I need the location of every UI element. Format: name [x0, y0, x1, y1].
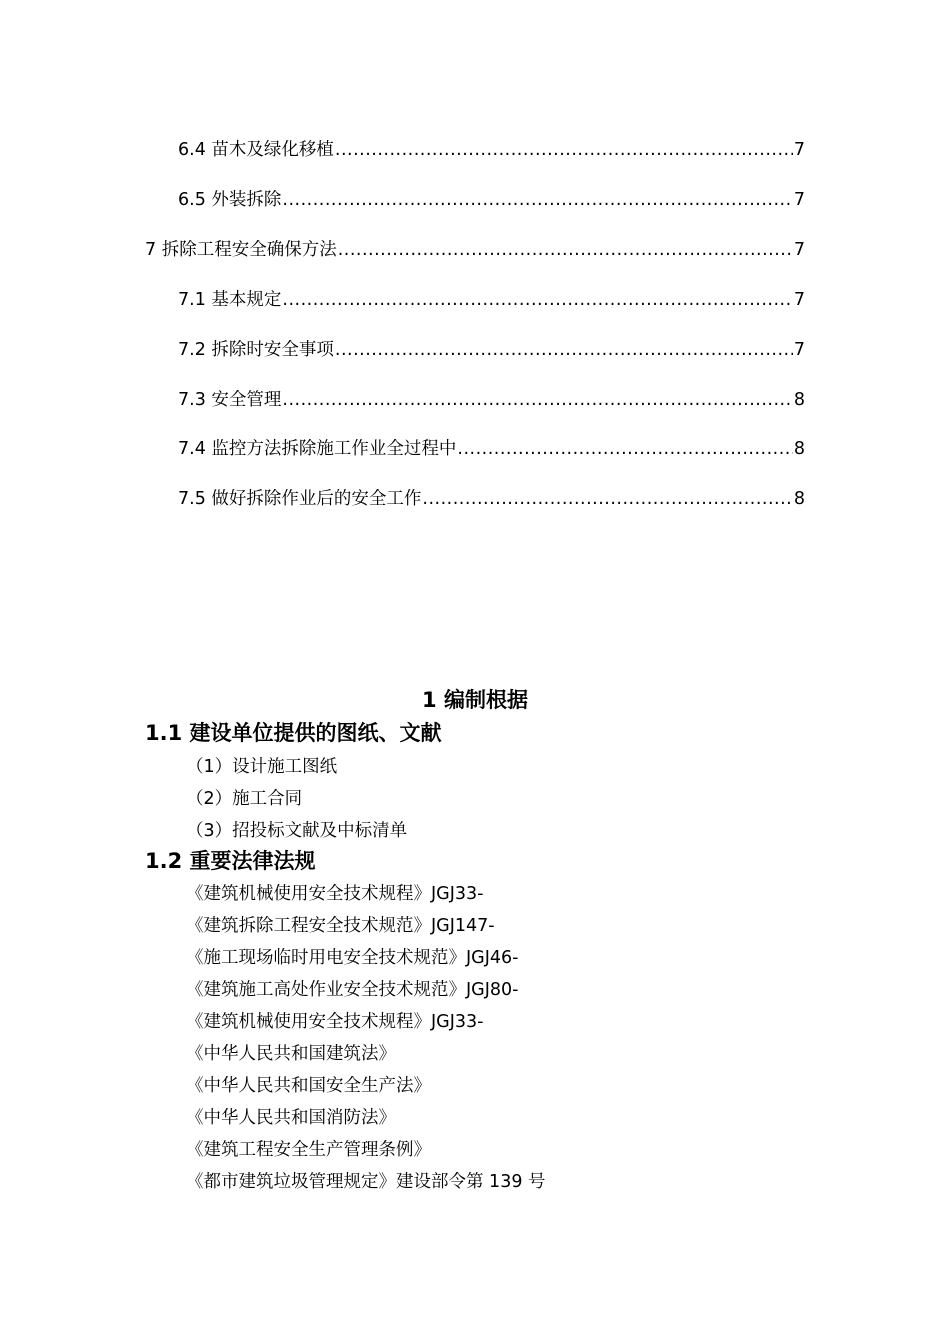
list-item: （1）设计施工图纸 [186, 757, 338, 777]
toc-entry-title: 6.4 苗木及绿化移植 [178, 140, 334, 160]
toc-dot-leader [457, 436, 792, 462]
list-item: 《中华人民共和国建筑法》 [186, 1044, 396, 1064]
toc-entry-page: 7 [793, 290, 805, 310]
toc-dot-leader [338, 237, 793, 263]
toc-entry[interactable] [178, 287, 805, 313]
toc-entry-title: 7.5 做好拆除作业后的安全工作 [178, 489, 422, 509]
toc-entry-page: 7 [793, 340, 805, 360]
subsection-heading: 1.1 建设单位提供的图纸、文献 [145, 721, 442, 745]
toc-entry[interactable] [178, 486, 805, 512]
toc-entry-page: 8 [793, 439, 805, 459]
toc-dot-leader [282, 287, 792, 313]
toc-dot-leader [282, 187, 792, 213]
toc-entry[interactable] [145, 237, 805, 263]
toc-entry-title: 6.5 外装拆除 [178, 190, 282, 210]
toc-entry[interactable] [178, 387, 805, 413]
toc-entry-page: 8 [793, 489, 805, 509]
toc-entry-title: 7.4 监控方法拆除施工作业全过程中 [178, 439, 457, 459]
list-item: 《建筑拆除工程安全技术规范》JGJ147- [186, 916, 495, 936]
toc-entry-page: 7 [793, 190, 805, 210]
toc-dot-leader [282, 387, 792, 413]
list-item: 《建筑机械使用安全技术规程》JGJ33- [186, 884, 484, 904]
toc-dot-leader [335, 137, 793, 163]
list-item: 《中华人民共和国消防法》 [186, 1108, 396, 1128]
list-item: 《都市建筑垃圾管理规定》建设部令第 139 号 [186, 1172, 546, 1192]
toc-entry-page: 7 [793, 240, 805, 260]
list-item: 《中华人民共和国安全生产法》 [186, 1076, 431, 1096]
toc-dot-leader [422, 486, 792, 512]
list-item: 《建筑工程安全生产管理条例》 [186, 1140, 431, 1160]
toc-entry-title: 7.2 拆除时安全事项 [178, 340, 334, 360]
list-item: 《施工现场临时用电安全技术规范》JGJ46- [186, 948, 519, 968]
subsection-heading: 1.2 重要法律法规 [145, 849, 316, 873]
toc-entry[interactable] [178, 187, 805, 213]
toc-entry-title: 7 拆除工程安全确保方法 [145, 240, 337, 260]
toc-entry[interactable] [178, 436, 805, 462]
toc-entry[interactable] [178, 337, 805, 363]
list-item: （2）施工合同 [186, 789, 303, 809]
toc-entry[interactable] [178, 137, 805, 163]
toc-dot-leader [335, 337, 793, 363]
toc-entry-title: 7.3 安全管理 [178, 390, 282, 410]
section-heading: 1 编制根据 [422, 688, 528, 712]
toc-entry-page: 7 [793, 140, 805, 160]
list-item: 《建筑施工高处作业安全技术规范》JGJ80- [186, 980, 519, 1000]
list-item: 《建筑机械使用安全技术规程》JGJ33- [186, 1012, 484, 1032]
toc-entry-title: 7.1 基本规定 [178, 290, 282, 310]
list-item: （3）招投标文献及中标清单 [186, 821, 408, 841]
toc-entry-page: 8 [793, 390, 805, 410]
